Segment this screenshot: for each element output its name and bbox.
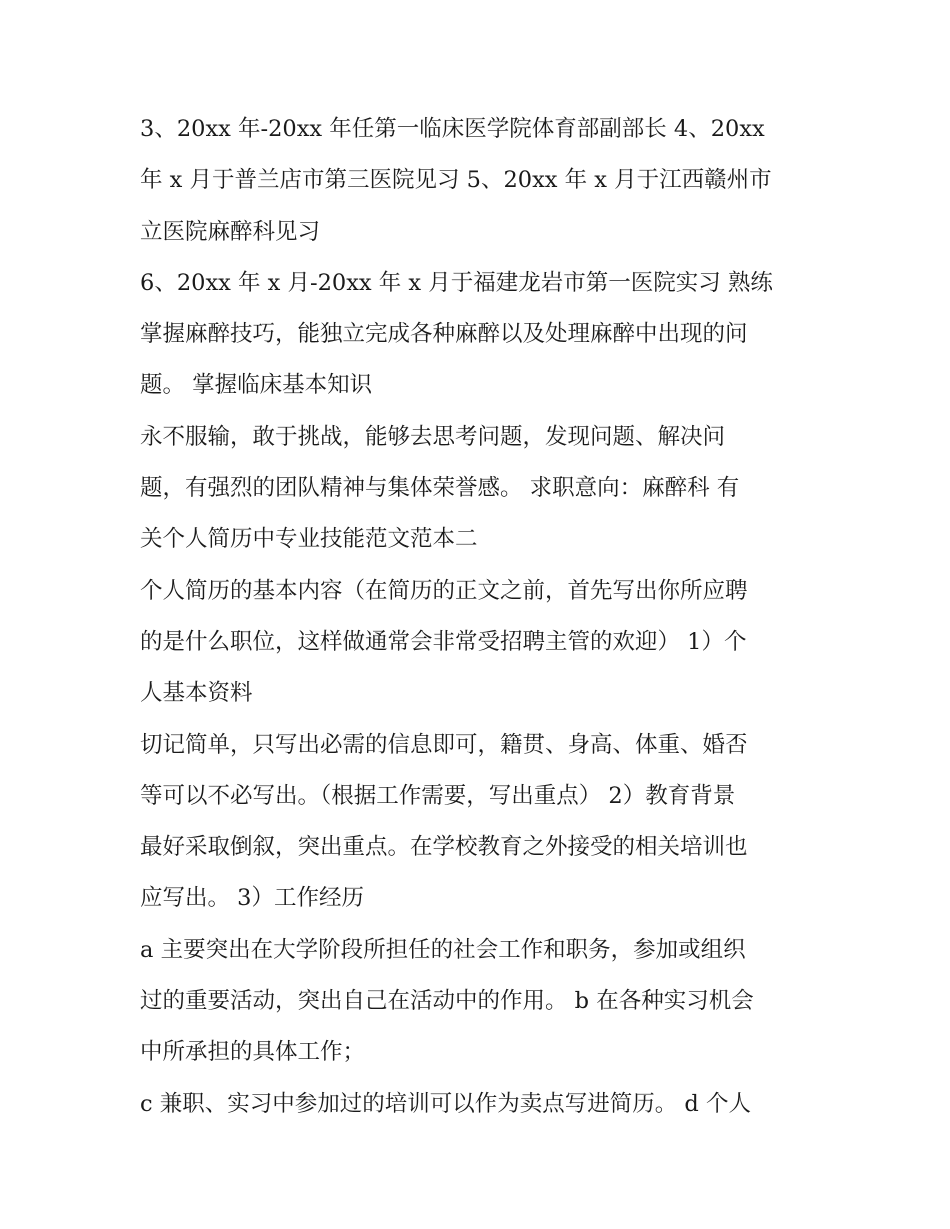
text-line: 关个人简历中专业技能范文范本二 [140, 526, 478, 553]
text-line: 掌握麻醉技巧，能独立完成各种麻醉以及处理麻醉中出现的问 [140, 321, 748, 348]
text-line: 6、20xx 年 x 月-20xx 年 x 月于福建龙岩市第一医院实习 熟练 [140, 269, 773, 296]
text-line: c 兼职、实习中参加过的培训可以作为卖点写进简历。 d 个人 [140, 1090, 751, 1117]
document-body [140, 112, 830, 1138]
text-line: 最好采取倒叙，突出重点。在学校教育之外接受的相关培训也 [140, 834, 748, 861]
text-line: 年 x 月于普兰店市第三医院见习 5、20xx 年 x 月于江西赣州市 [140, 167, 772, 194]
text-line: 3、20xx 年-20xx 年任第一临床医学院体育部副部长 4、20xx [140, 116, 765, 142]
text-line: 中所承担的具体工作； [140, 1039, 366, 1066]
text-line: 个人简历的基本内容（在简历的正文之前，首先写出你所应聘 [140, 577, 748, 604]
text-line: 的是什么职位，这样做通常会非常受招聘主管的欢迎） 1）个 [140, 628, 747, 655]
text-line: 题，有强烈的团队精神与集体荣誉感。 求职意向：麻醉科 有 [140, 475, 740, 502]
text-line: 切记简单，只写出必需的信息即可，籍贯、身高、体重、婚否 [140, 731, 748, 758]
text-line: 题。 掌握临床基本知识 [140, 372, 373, 399]
text-line: 永不服输，敢于挑战，能够去思考问题，发现问题、解决问 [140, 423, 726, 450]
text-line: 人基本资料 [140, 680, 253, 707]
text-line: a 主要突出在大学阶段所担任的社会工作和职务，参加或组织 [140, 936, 746, 963]
text-line: 应写出。 3）工作经历 [140, 885, 364, 912]
text-line: 等可以不必写出。（根据工作需要，写出重点） 2）教育背景 [140, 782, 736, 809]
text-line: 过的重要活动，突出自己在活动中的作用。 b 在各种实习机会 [140, 988, 754, 1015]
text-line: 立医院麻醉科见习 [140, 218, 321, 245]
